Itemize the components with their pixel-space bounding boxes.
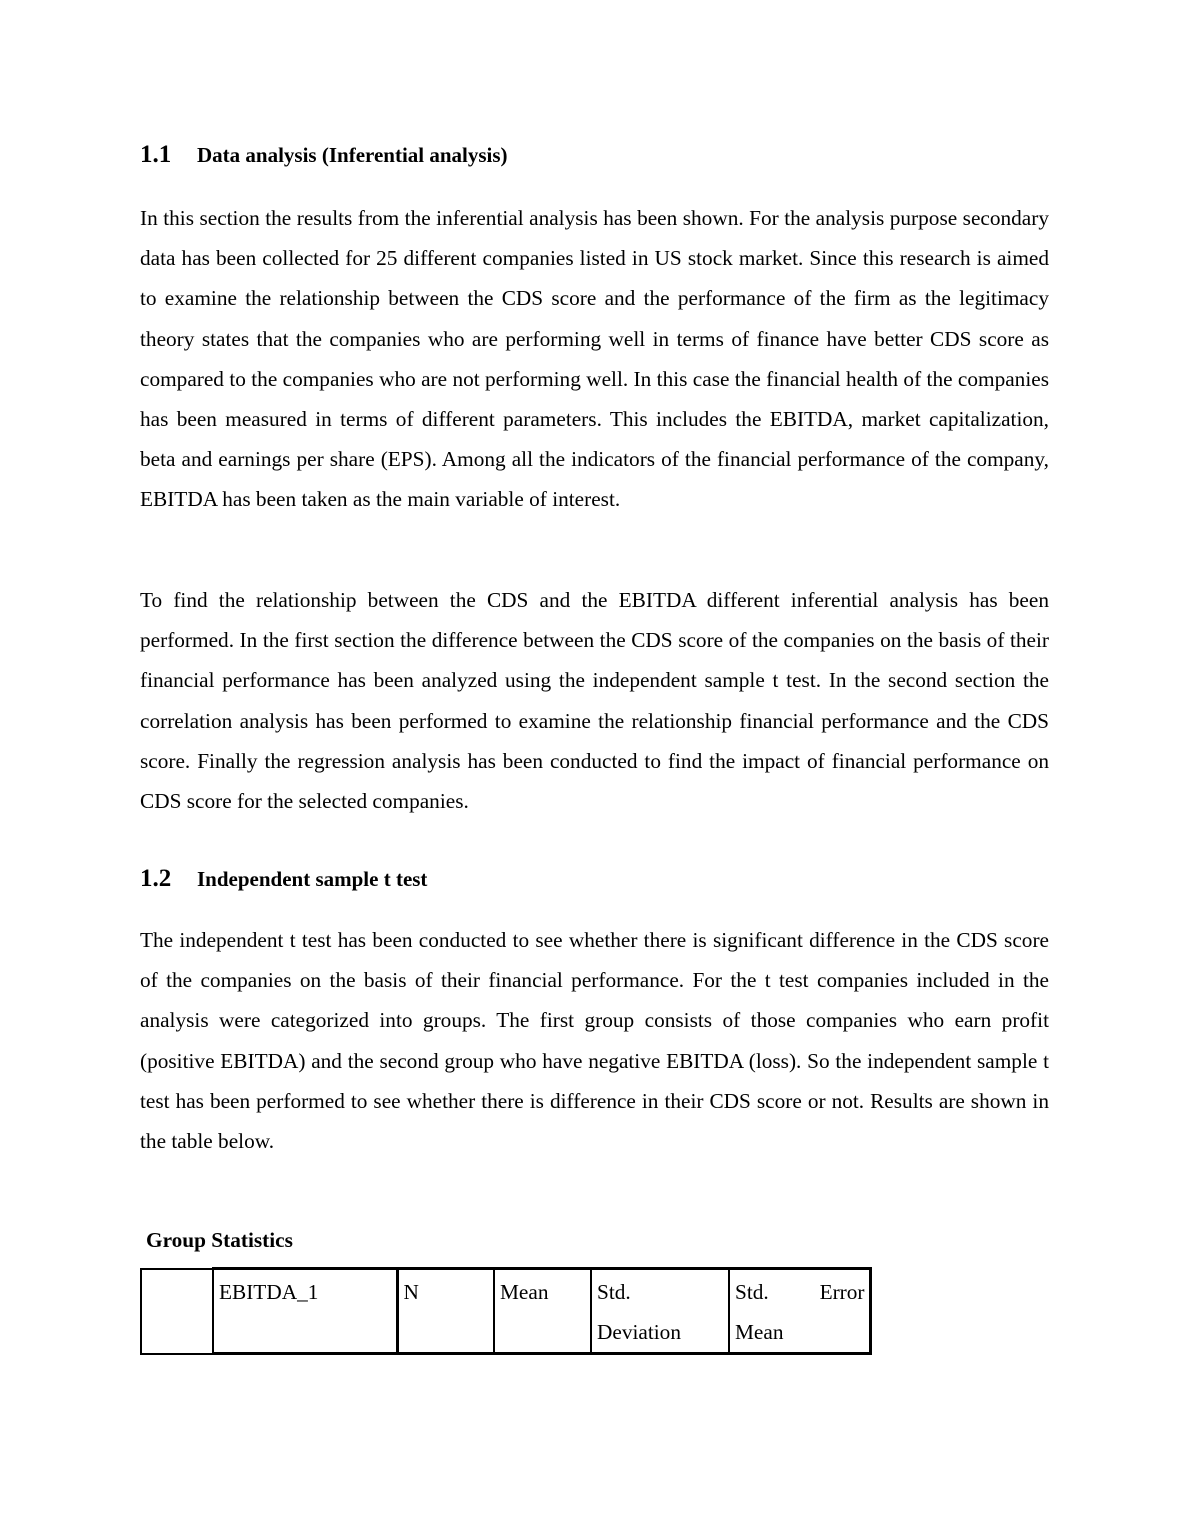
header-line (735, 1272, 865, 1312)
header-word: Error (819, 1280, 865, 1304)
paragraph-inferential-intro: In this section the results from the inferential analysis has been shown. For the analysis purpose secondary data has been collected for 25 different companies listed in US stock market. Since this research is aimed to examine the relationship between the CDS score and the performance of the firm as the legitimacy theory states that the companies who are performing well in terms of finance have better CDS score as compared to the companies who are not performing well. In this case the financial health of the companies has been measured in terms of different parameters. This includes the EBITDA, market capitalization, beta and earnings per share (EPS). Among all the indicators of the financial performance of the company, EBITDA has been taken as the main variable of interest. (140, 206, 1049, 512)
section-title: Independent sample t test (197, 867, 428, 891)
section-number: 1.1 (140, 141, 172, 168)
header-line: Std. (597, 1280, 631, 1304)
section-heading-1-2 (140, 865, 427, 893)
header-cell-n: N (397, 1269, 494, 1354)
header-cell-ebitda: EBITDA_1 (213, 1269, 397, 1354)
paragraph-t-test-description: The independent t test has been conducted to see whether there is significant difference in the CDS score of the companies on the basis of their financial performance. For the t test companies included in the analysis were categorized into groups. The first group consists of those companies who earn profit (positive EBITDA) and the second group who have negative EBITDA (loss). So the independent sample t test has been performed to see whether there is difference in their CDS score or not. Results are shown in the table below. (140, 928, 1049, 1154)
paragraph-inferential-approach: To find the relationship between the CDS and the EBITDA different inferential analysis has been performed. In the first section the difference between the CDS score of the companies on the basis of their financial performance has been analyzed using the independent sample t test. In the second section the correlation analysis has been performed to examine the relationship financial performance and the CDS score. Finally the regression analysis has been conducted to find the impact of financial performance on CDS score for the selected companies. (140, 588, 1049, 814)
header-line: Deviation (597, 1320, 681, 1344)
header-cell-std-error-mean (729, 1269, 870, 1354)
header-cell-std-deviation (591, 1269, 729, 1354)
header-cell-blank (141, 1269, 213, 1354)
section-title: Data analysis (Inferential analysis) (197, 143, 508, 167)
section-heading-1-1 (140, 141, 508, 169)
header-line: Mean (735, 1320, 784, 1344)
group-statistics-table (140, 1267, 872, 1355)
table-header-row (141, 1269, 870, 1354)
header-cell-mean: Mean (494, 1269, 591, 1354)
header-word: Std. (735, 1280, 769, 1304)
table-caption: Group Statistics (146, 1228, 293, 1252)
section-number: 1.2 (140, 865, 172, 892)
